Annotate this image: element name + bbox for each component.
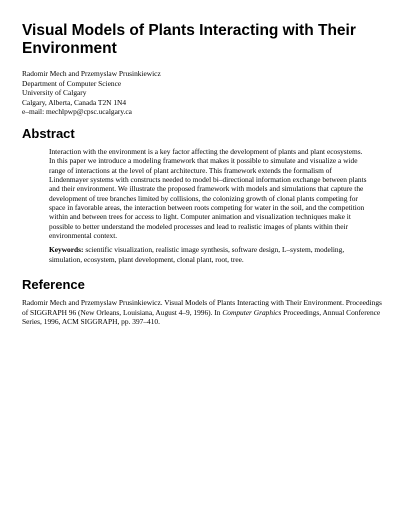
paper-page xyxy=(22,22,384,327)
abstract-heading: Abstract xyxy=(22,125,75,141)
reference-text-part2: Proceedings, Annual Conference Series, 1996, ACM SIGGRAPH, pp. 397–410. xyxy=(22,307,381,327)
paper-title: Visual Models of Plants Interacting with Their Environment xyxy=(22,22,356,57)
abstract-section xyxy=(49,147,369,264)
reference-text xyxy=(22,298,384,327)
keywords-label: Keywords: xyxy=(49,245,84,255)
keywords-paragraph xyxy=(49,245,369,264)
author-email: e–mail: mechlpwp@cpsc.ucalgary.ca xyxy=(22,107,132,117)
keywords-text: scientific visualization, realistic image synthesis, software design, L–system, modeling, simulation, ecosystem, plant development, clonal plant, root, tree. xyxy=(49,245,345,264)
reference-heading: Reference xyxy=(22,277,85,293)
reference-section xyxy=(22,277,384,327)
author-university: University of Calgary xyxy=(22,88,87,98)
reference-text-part1: Radomir Mech and Przemyslaw Prusinkiewicz. Visual Models of Plants Interacting with Their Environment. Proceedings of SIGGRAPH 96 (New Orleans, Louisiana, August 4–9, 1996). In xyxy=(22,298,382,317)
abstract-text: Interaction with the environment is a key factor affecting the development of plants and plant ecosystems. In this paper we introduce a modeling framework that makes it possible to simulate and visualize a wide range of interactions at the level of plant architecture. This framework extends the formalism of Lindenmayer systems with constructs needed to model bi–directional information exchange between plants and their environment. We illustrate the proposed framework with models and simulations that capture the development of tree branches limited by collisions, the colonizing growth of clonal plants competing for space in favorable areas, the interaction between roots competing for water in the soil, and the competition within and between trees for access to light. Computer animation and visualization techniques make it possible to better understand the modeled processes and lead to realistic images of plants within their environmental context. xyxy=(49,146,367,241)
author-department: Department of Computer Science xyxy=(22,78,122,88)
author-address: Calgary, Alberta, Canada T2N 1N4 xyxy=(22,97,127,107)
reference-journal-title: Computer Graphics xyxy=(222,307,282,317)
author-block xyxy=(22,69,384,117)
author-names: Radomir Mech and Przemyslaw Prusinkiewicz xyxy=(22,69,161,78)
